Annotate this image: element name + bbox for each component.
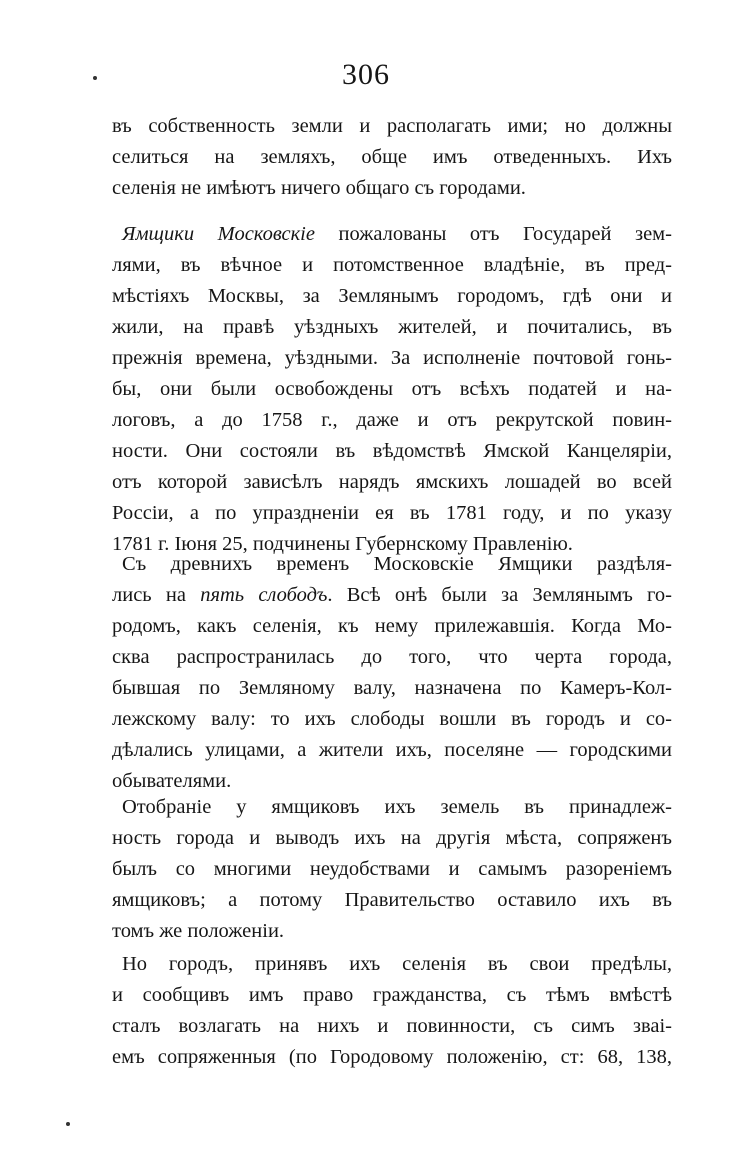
- text-line: обывателями.: [112, 770, 232, 792]
- text-line: Ямщики Московскіе пожалованы отъ Государей зем-: [122, 223, 672, 245]
- paragraph-2: [112, 219, 672, 560]
- text-line: прежнія времена, уѣздными. За исполненіе почтовой гонь-: [112, 347, 672, 369]
- text-line: отъ которой зависѣлъ нарядъ ямскихъ лошадей во всей: [112, 471, 672, 493]
- italic-term: пять слободъ: [200, 584, 328, 606]
- paragraph-3: [112, 549, 672, 797]
- page-number: 306: [342, 58, 390, 91]
- text-line: логовъ, а до 1758 г., даже и отъ рекрутской повин-: [112, 409, 672, 431]
- text-line: жили, на правѣ уѣздныхъ жителей, и почитались, въ: [112, 316, 672, 338]
- text-line: 1781 г. Іюня 25, подчинены Губернскому Правленію.: [112, 533, 573, 555]
- paragraph-4: [112, 792, 672, 947]
- text-line: Россіи, а по упраздненіи ея въ 1781 году, и по указу: [112, 502, 672, 524]
- paragraph-5: [112, 949, 672, 1073]
- text-line: ности. Они состояли въ вѣдомствѣ Ямской Канцеляріи,: [112, 440, 672, 462]
- text-line: сталъ возлагать на нихъ и повинности, съ симъ зваі-: [112, 1015, 672, 1037]
- text-line: лями, въ вѣчное и потомственное владѣніе, въ пред-: [112, 254, 672, 276]
- text-line: лись на пять слободъ. Всѣ онѣ были за Землянымъ го-: [112, 584, 672, 606]
- text-line: селиться на земляхъ, обще имъ отведенныхъ. Ихъ: [112, 146, 672, 168]
- print-speck: [66, 1122, 70, 1126]
- paragraph-1: [112, 111, 672, 204]
- text-line: дѣлались улицами, а жители ихъ, поселяне — городскими: [112, 739, 672, 761]
- text-line: родомъ, какъ селенія, къ нему прилежавшія. Когда Мо-: [112, 615, 672, 637]
- italic-term: Ямщики Московскіе: [122, 223, 315, 245]
- text-line: и сообщивъ имъ право гражданства, съ тѣмъ вмѣстѣ: [112, 984, 672, 1006]
- text-line: лежскому валу: то ихъ слободы вошли въ городъ и со-: [112, 708, 672, 730]
- text-line: сква распространилась до того, что черта города,: [112, 646, 672, 668]
- text-line: мѣстіяхъ Москвы, за Землянымъ городомъ, гдѣ они и: [112, 285, 672, 307]
- text-line: бывшая по Земляному валу, назначена по Камеръ-Кол-: [112, 677, 672, 699]
- print-speck: [93, 76, 97, 80]
- text-line: ность города и выводъ ихъ на другія мѣста, сопряженъ: [112, 827, 672, 849]
- text-line: въ собственность земли и располагать ими; но должны: [112, 115, 672, 137]
- text-line: бы, они были освобождены отъ всѣхъ податей и на-: [112, 378, 672, 400]
- text-line: Отобраніе у ямщиковъ ихъ земель въ принадлеж-: [122, 796, 672, 818]
- text-line: былъ со многими неудобствами и самымъ разореніемъ: [112, 858, 672, 880]
- text-line: емъ сопряженныя (по Городовому положенію, ст: 68, 138,: [112, 1046, 672, 1068]
- text-line: томъ же положеніи.: [112, 920, 285, 942]
- text-line: Съ древнихъ временъ Московскіе Ямщики раздѣля-: [122, 553, 672, 575]
- text-line: Но городъ, принявъ ихъ селенія въ свои предѣлы,: [122, 953, 672, 975]
- text-line: ямщиковъ; а потому Правительство оставило ихъ въ: [112, 889, 672, 911]
- text-line: селенія не имѣютъ ничего общаго съ городами.: [112, 177, 526, 199]
